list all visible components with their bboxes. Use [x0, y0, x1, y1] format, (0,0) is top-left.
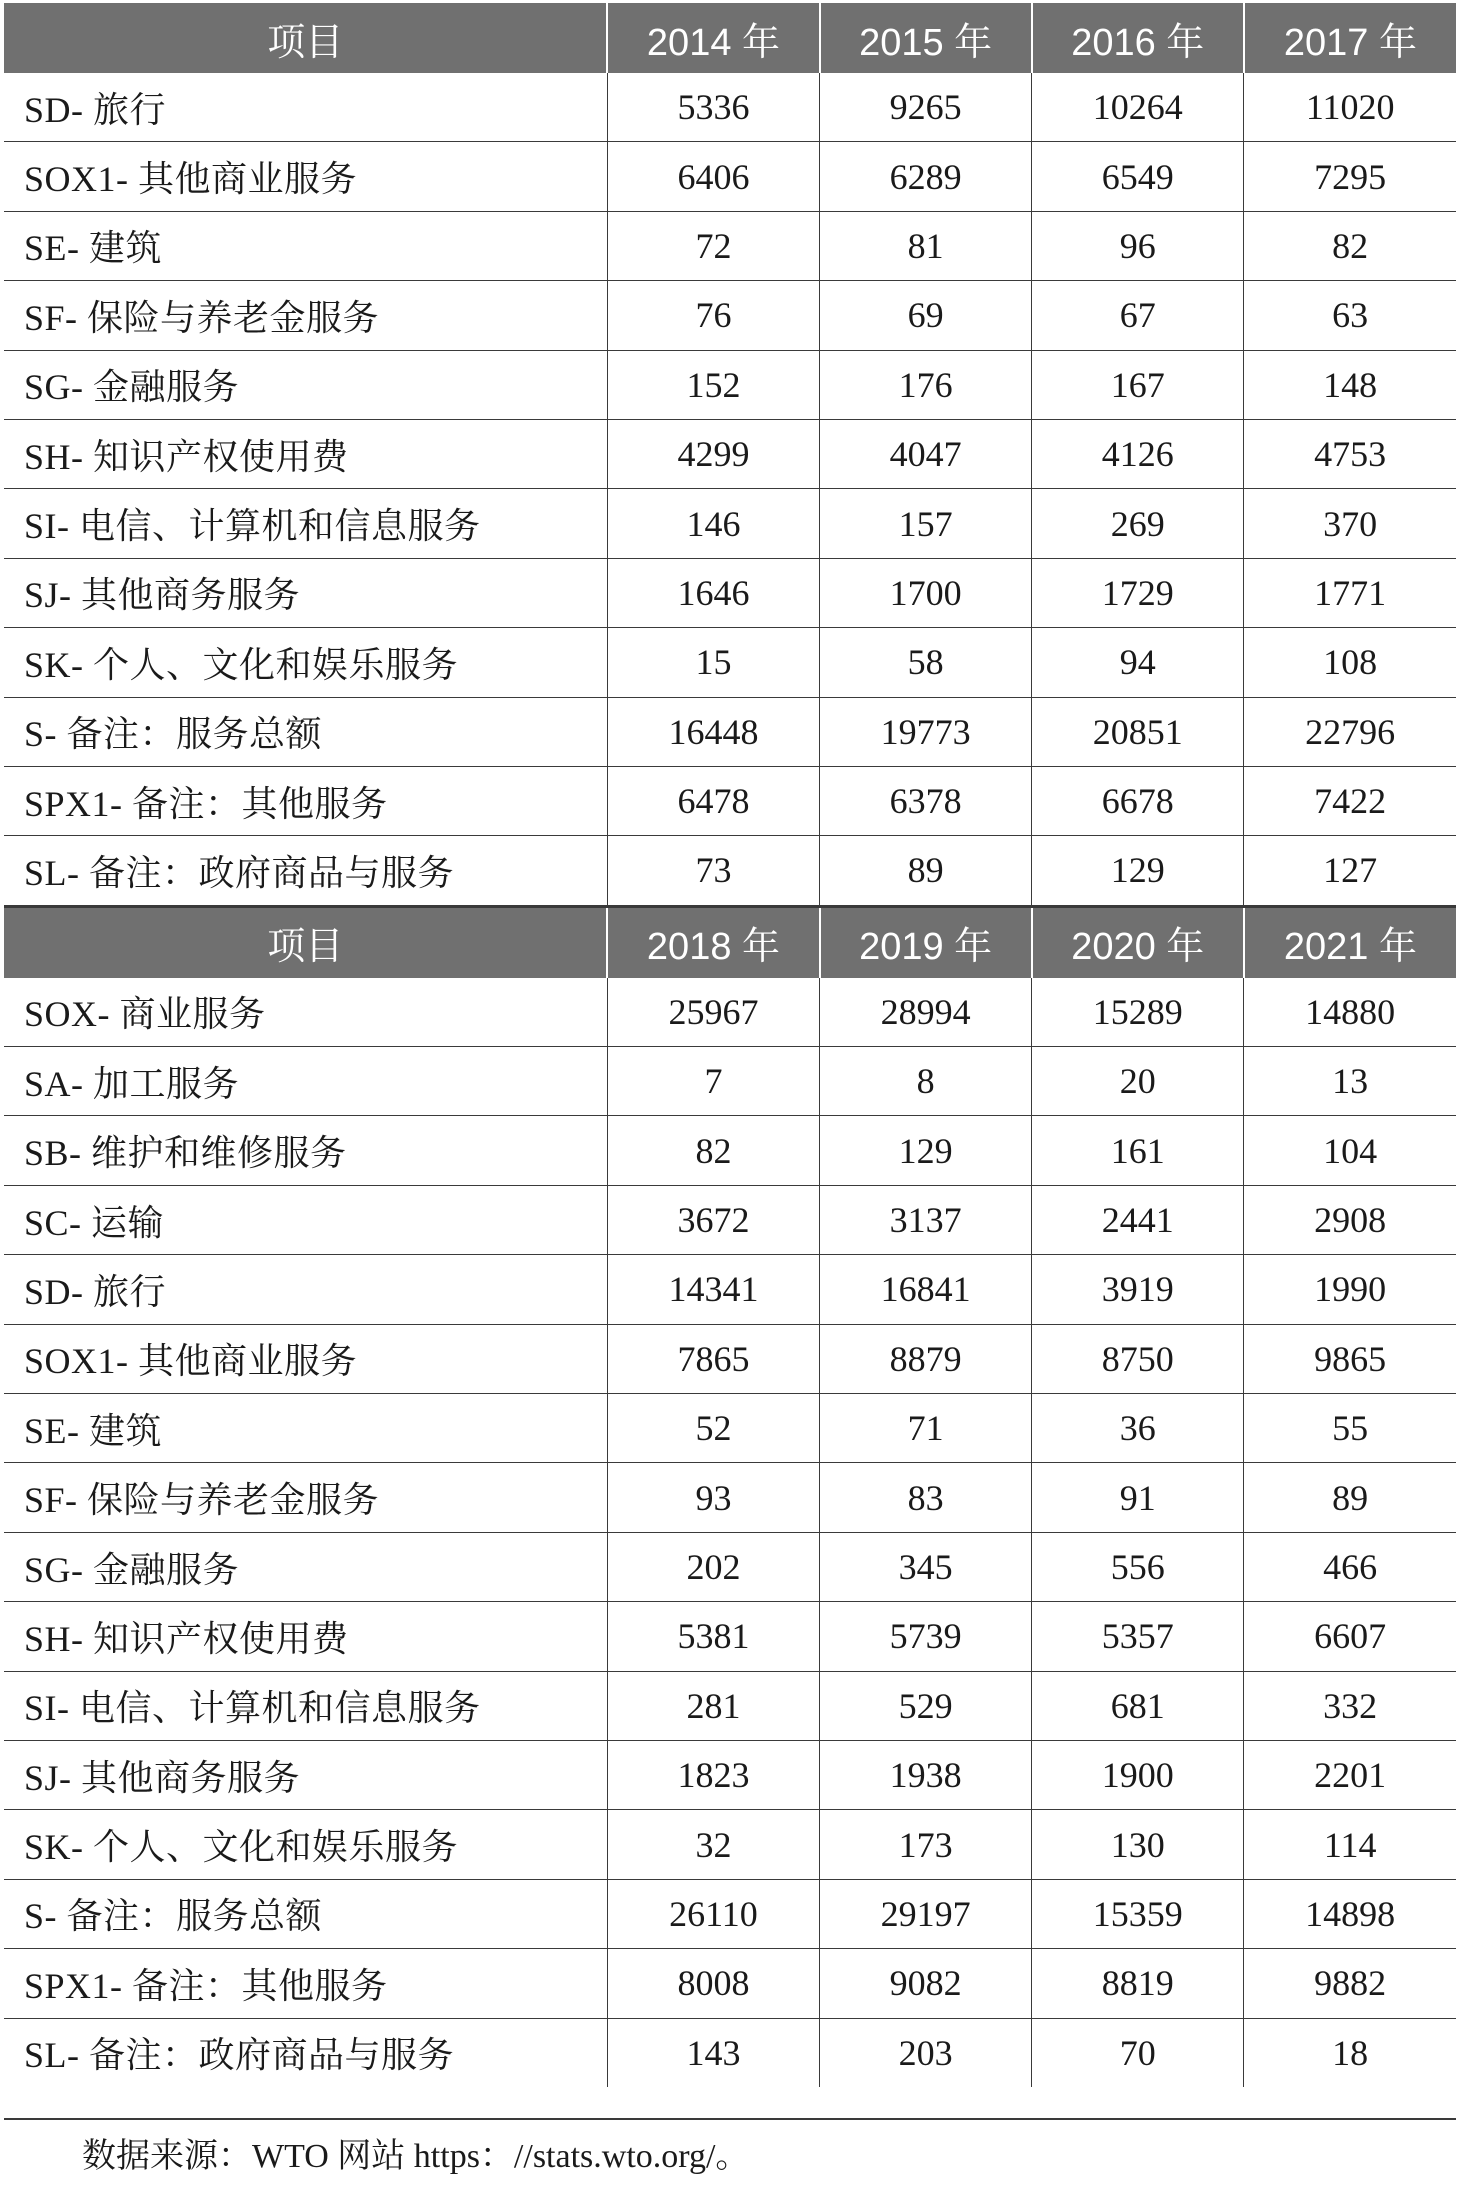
table-row	[4, 1463, 1456, 1532]
row-value-cell: 15359	[1032, 1879, 1244, 1948]
row-value-cell: 91	[1032, 1463, 1244, 1532]
row-value-cell: 143	[607, 2018, 819, 2087]
row-value-cell: 36	[1032, 1394, 1244, 1463]
row-item-label: SD- 旅行	[4, 1255, 607, 1324]
row-value-cell: 4753	[1244, 419, 1456, 488]
row-value-cell: 167	[1032, 350, 1244, 419]
row-value-cell: 82	[607, 1116, 819, 1185]
row-value-cell: 55	[1244, 1394, 1456, 1463]
table-row	[4, 1394, 1456, 1463]
table-row	[4, 1602, 1456, 1671]
row-item-label: SC- 运输	[4, 1185, 607, 1254]
row-value-cell: 13	[1244, 1047, 1456, 1116]
row-item-label: SE- 建筑	[4, 211, 607, 280]
table-header-row	[4, 906, 1456, 978]
row-item-label: SB- 维护和维修服务	[4, 1116, 607, 1185]
row-value-cell: 8879	[820, 1324, 1032, 1393]
table-row	[4, 1949, 1456, 2018]
row-value-cell: 203	[820, 2018, 1032, 2087]
row-value-cell: 58	[820, 628, 1032, 697]
row-value-cell: 1938	[820, 1740, 1032, 1809]
table-row	[4, 73, 1456, 142]
row-value-cell: 1823	[607, 1740, 819, 1809]
row-value-cell: 71	[820, 1394, 1032, 1463]
row-value-cell: 6289	[820, 142, 1032, 211]
row-value-cell: 466	[1244, 1532, 1456, 1601]
row-value-cell: 148	[1244, 350, 1456, 419]
table-row	[4, 350, 1456, 419]
row-value-cell: 176	[820, 350, 1032, 419]
row-value-cell: 161	[1032, 1116, 1244, 1185]
row-item-label: SK- 个人、文化和娱乐服务	[4, 1810, 607, 1879]
row-value-cell: 14898	[1244, 1879, 1456, 1948]
row-value-cell: 20	[1032, 1047, 1244, 1116]
row-value-cell: 96	[1032, 211, 1244, 280]
table-row	[4, 142, 1456, 211]
column-header-year: 2021 年	[1244, 906, 1456, 978]
table-row	[4, 836, 1456, 906]
table-row	[4, 766, 1456, 835]
row-value-cell: 28994	[820, 978, 1032, 1047]
row-value-cell: 19773	[820, 697, 1032, 766]
row-value-cell: 76	[607, 281, 819, 350]
table-row	[4, 1532, 1456, 1601]
column-header-year: 2019 年	[820, 906, 1032, 978]
table-header-row	[4, 3, 1456, 73]
row-value-cell: 81	[820, 211, 1032, 280]
row-value-cell: 67	[1032, 281, 1244, 350]
row-value-cell: 72	[607, 211, 819, 280]
row-item-label: SH- 知识产权使用费	[4, 1602, 607, 1671]
row-value-cell: 14880	[1244, 978, 1456, 1047]
row-value-cell: 173	[820, 1810, 1032, 1879]
row-value-cell: 146	[607, 489, 819, 558]
row-item-label: S- 备注：服务总额	[4, 1879, 607, 1948]
row-value-cell: 1990	[1244, 1255, 1456, 1324]
table-row	[4, 489, 1456, 558]
row-value-cell: 16841	[820, 1255, 1032, 1324]
table-row	[4, 211, 1456, 280]
row-value-cell: 8	[820, 1047, 1032, 1116]
row-value-cell: 26110	[607, 1879, 819, 1948]
row-value-cell: 15289	[1032, 978, 1244, 1047]
column-header-year: 2017 年	[1244, 3, 1456, 73]
row-value-cell: 15	[607, 628, 819, 697]
table-row	[4, 978, 1456, 1047]
table-row	[4, 1740, 1456, 1809]
row-value-cell: 94	[1032, 628, 1244, 697]
row-value-cell: 9882	[1244, 1949, 1456, 2018]
row-value-cell: 1900	[1032, 1740, 1244, 1809]
row-item-label: SOX1- 其他商业服务	[4, 142, 607, 211]
services-trade-table	[4, 3, 1456, 2087]
row-value-cell: 5357	[1032, 1602, 1244, 1671]
row-value-cell: 3672	[607, 1185, 819, 1254]
row-value-cell: 7422	[1244, 766, 1456, 835]
row-value-cell: 82	[1244, 211, 1456, 280]
column-header-year: 2020 年	[1032, 906, 1244, 978]
row-item-label: SH- 知识产权使用费	[4, 419, 607, 488]
row-value-cell: 6406	[607, 142, 819, 211]
row-item-label: SD- 旅行	[4, 73, 607, 142]
row-value-cell: 8008	[607, 1949, 819, 2018]
row-item-label: S- 备注：服务总额	[4, 697, 607, 766]
row-value-cell: 18	[1244, 2018, 1456, 2087]
row-value-cell: 281	[607, 1671, 819, 1740]
row-value-cell: 73	[607, 836, 819, 906]
row-value-cell: 129	[820, 1116, 1032, 1185]
row-value-cell: 1771	[1244, 558, 1456, 627]
row-value-cell: 22796	[1244, 697, 1456, 766]
column-header-item: 项目	[4, 3, 607, 73]
row-item-label: SJ- 其他商务服务	[4, 558, 607, 627]
column-header-item: 项目	[4, 906, 607, 978]
row-item-label: SF- 保险与养老金服务	[4, 1463, 607, 1532]
row-value-cell: 129	[1032, 836, 1244, 906]
row-value-cell: 63	[1244, 281, 1456, 350]
row-value-cell: 104	[1244, 1116, 1456, 1185]
row-value-cell: 127	[1244, 836, 1456, 906]
row-value-cell: 8819	[1032, 1949, 1244, 2018]
row-value-cell: 16448	[607, 697, 819, 766]
row-item-label: SG- 金融服务	[4, 1532, 607, 1601]
row-item-label: SI- 电信、计算机和信息服务	[4, 489, 607, 558]
row-item-label: SA- 加工服务	[4, 1047, 607, 1116]
table-row	[4, 558, 1456, 627]
services-trade-table-container	[4, 3, 1456, 2087]
row-value-cell: 681	[1032, 1671, 1244, 1740]
table-row	[4, 1879, 1456, 1948]
table-row	[4, 1324, 1456, 1393]
row-item-label: SL- 备注：政府商品与服务	[24, 2035, 455, 2076]
row-value-cell: 25967	[607, 978, 819, 1047]
row-value-cell: 6378	[820, 766, 1032, 835]
row-value-cell: 345	[820, 1532, 1032, 1601]
row-value-cell: 7	[607, 1047, 819, 1116]
table-row	[4, 628, 1456, 697]
row-value-cell: 7295	[1244, 142, 1456, 211]
row-item-label: SE- 建筑	[4, 1394, 607, 1463]
row-value-cell: 1646	[607, 558, 819, 627]
row-value-cell: 556	[1032, 1532, 1244, 1601]
row-value-cell: 4126	[1032, 419, 1244, 488]
table-part-2018-2021	[4, 906, 1456, 2087]
row-value-cell: 93	[607, 1463, 819, 1532]
row-value-cell: 69	[820, 281, 1032, 350]
source-note: 数据来源：WTO 网站 https：//stats.wto.org/。	[82, 2138, 750, 2175]
table-row	[4, 1255, 1456, 1324]
table-row	[4, 1810, 1456, 1879]
row-value-cell: 83	[820, 1463, 1032, 1532]
column-header-year: 2018 年	[607, 906, 819, 978]
row-item-label: SJ- 其他商务服务	[4, 1740, 607, 1809]
row-item-label: SL- 备注：政府商品与服务	[4, 836, 607, 906]
row-value-cell: 7865	[607, 1324, 819, 1393]
row-value-cell: 52	[607, 1394, 819, 1463]
row-item-label: SPX1- 备注：其他服务	[4, 1949, 607, 2018]
row-item-label: SF- 保险与养老金服务	[4, 281, 607, 350]
row-item-label: SPX1- 备注：其他服务	[4, 766, 607, 835]
row-value-cell: 2441	[1032, 1185, 1244, 1254]
column-header-year: 2015 年	[820, 3, 1032, 73]
row-value-cell: 89	[1244, 1463, 1456, 1532]
table-row	[4, 1671, 1456, 1740]
row-item-label: SOX- 商业服务	[4, 978, 607, 1047]
table-row	[4, 419, 1456, 488]
row-value-cell: 5336	[607, 73, 819, 142]
row-value-cell: 152	[607, 350, 819, 419]
table-row	[4, 2018, 1456, 2087]
row-value-cell: 370	[1244, 489, 1456, 558]
column-header-year: 2014 年	[607, 3, 819, 73]
row-item-label: SOX1- 其他商业服务	[4, 1324, 607, 1393]
row-item-label: SG- 金融服务	[4, 350, 607, 419]
row-value-cell: 3919	[1032, 1255, 1244, 1324]
row-value-cell: 6478	[607, 766, 819, 835]
row-value-cell: 1729	[1032, 558, 1244, 627]
row-item-label: SI- 电信、计算机和信息服务	[4, 1671, 607, 1740]
row-value-cell: 202	[607, 1532, 819, 1601]
row-value-cell: 130	[1032, 1810, 1244, 1879]
row-item-label: SK- 个人、文化和娱乐服务	[4, 628, 607, 697]
row-value-cell: 108	[1244, 628, 1456, 697]
row-value-cell: 20851	[1032, 697, 1244, 766]
row-value-cell: 3137	[820, 1185, 1032, 1254]
row-value-cell: 11020	[1244, 73, 1456, 142]
row-value-cell: 6607	[1244, 1602, 1456, 1671]
row-value-cell: 2201	[1244, 1740, 1456, 1809]
row-value-cell: 6549	[1032, 142, 1244, 211]
row-value-cell: 10264	[1032, 73, 1244, 142]
row-value-cell: 4047	[820, 419, 1032, 488]
table-row	[4, 1185, 1456, 1254]
row-value-cell: 2908	[1244, 1185, 1456, 1254]
row-value-cell: 8750	[1032, 1324, 1244, 1393]
table-bottom-rule	[4, 2118, 1456, 2120]
row-value-cell: 5739	[820, 1602, 1032, 1671]
row-value-cell: 9082	[820, 1949, 1032, 2018]
row-value-cell: 114	[1244, 1810, 1456, 1879]
row-value-cell: 70	[1032, 2018, 1244, 2087]
row-value-cell: 529	[820, 1671, 1032, 1740]
row-value-cell: 6678	[1032, 766, 1244, 835]
row-value-cell: 29197	[820, 1879, 1032, 1948]
row-value-cell: 1700	[820, 558, 1032, 627]
table-row	[4, 697, 1456, 766]
row-value-cell: 332	[1244, 1671, 1456, 1740]
column-header-year: 2016 年	[1032, 3, 1244, 73]
row-value-cell: 89	[820, 836, 1032, 906]
row-value-cell: 269	[1032, 489, 1244, 558]
row-value-cell: 9265	[820, 73, 1032, 142]
row-value-cell: 9865	[1244, 1324, 1456, 1393]
row-value-cell: 4299	[607, 419, 819, 488]
row-value-cell: 5381	[607, 1602, 819, 1671]
table-part-2014-2017	[4, 3, 1456, 906]
row-value-cell: 32	[607, 1810, 819, 1879]
table-row	[4, 1116, 1456, 1185]
table-row	[4, 1047, 1456, 1116]
row-value-cell: 157	[820, 489, 1032, 558]
table-row	[4, 281, 1456, 350]
row-value-cell: 14341	[607, 1255, 819, 1324]
